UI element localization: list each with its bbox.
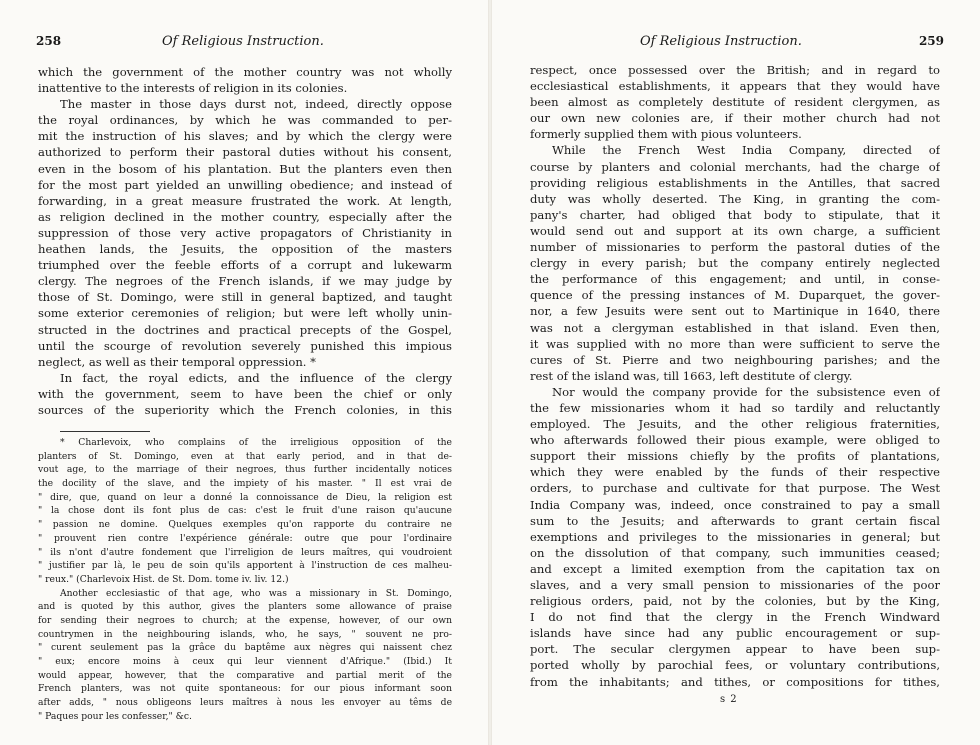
text-line: The master in those days durst not, indeed, directly oppose <box>60 97 452 112</box>
text-line: those of St. Domingo, were still in general baptized, and taught <box>38 290 452 305</box>
text-line: number of missionaries to perform the pastoral duties of the <box>530 240 940 255</box>
text-line: sum to the Jesuits; and afterwards to grant certain fiscal <box>530 513 940 528</box>
text-line: structed in the doctrines and practical precepts of the Gospel, <box>38 322 452 337</box>
footnote-line: French planters, was not quite spontaneous: for our pious informant soon <box>38 683 452 695</box>
footnote-line: the docility of the slave, and the impiety of his master. " Il est vrai de <box>38 478 452 490</box>
text-line: with the government, seem to have been the chief or only <box>38 386 452 401</box>
text-line: even in the bosom of his plantation. But the planters even then <box>38 161 452 176</box>
page-number: 259 <box>918 34 944 48</box>
text-line: on the dissolution of that company, such immunities ceased; <box>530 545 940 560</box>
text-line: the royal ordinances, by which he was commanded to per- <box>38 113 452 128</box>
signature-mark: s 2 <box>720 694 738 705</box>
text-line: Nor would the company provide for the subsistence even of <box>552 384 940 399</box>
footnote-line: " Paques pour les confesser," &c. <box>38 710 192 722</box>
text-line: for the most part yielded an unwilling obedience; and instead of <box>38 177 452 192</box>
footnote-rule <box>60 431 150 432</box>
text-line: respect, once possessed over the British; and in regard to <box>530 63 940 77</box>
text-line: would send out and support at its own charge, a sufficient <box>530 223 940 238</box>
text-line: suppression of those very active propagators of Christianity in <box>38 225 452 240</box>
text-line: who afterwards followed their pious example, were obliged to <box>530 433 940 448</box>
footnote-line: countrymen in the neighbouring islands, who, he says, " souvent ne pro- <box>38 628 452 640</box>
text-line: the performance of this engagement; and until, in conse- <box>530 272 940 287</box>
text-line: exemptions and privileges to the missionaries in general; but <box>530 529 940 544</box>
text-line: been almost as completely destitute of resident clergymen, as <box>530 95 940 110</box>
text-line: formerly supplied them with pious volunteers. <box>530 127 802 142</box>
text-line: religious orders, paid, not by the colonies, but by the King, <box>530 594 940 609</box>
text-line: which they were enabled by the funds of their respective <box>530 465 940 480</box>
text-line: was not a clergyman established in that island. Even then, <box>530 320 940 335</box>
left-header <box>36 34 454 52</box>
text-line: clergy in every parish; but the company entirely neglected <box>530 256 940 271</box>
text-line: the few missionaries whom it had so tardily and reluctantly <box>530 400 940 415</box>
text-line: duty was wholly deserted. The King, in granting the com- <box>530 191 940 206</box>
footnote-line: vout age, to the marriage of their negroes, thus further incidentally notices <box>38 464 452 476</box>
text-line: islands have since had any public encouragement or sup- <box>530 626 940 641</box>
text-line: rest of the island was, till 1663, left destitute of clergy. <box>530 368 853 383</box>
right-header <box>526 34 944 52</box>
text-line: sources of the superiority which the French colonies, in this <box>38 402 452 417</box>
text-line: until the scourge of revolution severely punished this impious <box>38 338 452 353</box>
right-page <box>490 0 980 745</box>
footnote-line: " dire, que, quand on leur a donné la connoissance de Dieu, la religion est <box>38 491 452 503</box>
running-head: Of Religious Instruction. <box>162 34 324 49</box>
text-line: providing religious establishments in the Antilles, that sacred <box>530 175 940 190</box>
footnote-line: " passion ne domine. Quelques exemples qu'on rapporte du contraire ne <box>38 519 452 531</box>
text-line: heathen lands, the Jesuits, the opposition of the masters <box>38 242 452 257</box>
text-line: neglect, as well as their temporal oppression. * <box>38 354 316 369</box>
text-line: mit the instruction of his slaves; and by which the clergy were <box>38 129 452 144</box>
text-line: authorized to perform their pastoral duties without his consent, <box>38 145 452 160</box>
footnote <box>38 436 452 723</box>
text-line: our own new colonies are, if their mother church had not <box>530 111 940 126</box>
text-line: pany's charter, had obliged that body to stipulate, that it <box>530 207 940 222</box>
text-line: employed. The Jesuits, and the other religious fraternities, <box>530 417 940 432</box>
footnote-line: " la chose dont ils font plus de cas: c'est le fruit d'une raison qu'aucune <box>38 505 452 517</box>
text-line: ported wholly by parochial fees, or voluntary contributions, <box>530 658 940 673</box>
text-line: which the government of the mother country was not wholly <box>38 65 452 79</box>
left-body-text <box>38 64 452 418</box>
footnote-line: " ils n'ont d'autre fondement que l'irreligion de leurs maîtres, qui voudroient <box>38 546 452 558</box>
text-line: as religion declined in the mother country, especially after the <box>38 209 452 224</box>
text-line: India Company was, indeed, once constrained to pay a small <box>530 497 940 512</box>
text-line: In fact, the royal edicts, and the influence of the clergy <box>60 370 452 385</box>
text-line: inattentive to the interests of religion in its colonies. <box>38 81 348 96</box>
footnote-line: " curent seulement pas la grâce du baptême aux nègres qui naissent chez <box>38 642 452 654</box>
footnote-line: " justifier par là, le peu de soin qu'ils apportent à l'instruction de ces malheu- <box>38 560 452 572</box>
footnote-line: after adds, " nous obligeons leurs maîtres à nous les envoyer au têms de <box>38 697 452 709</box>
running-head: Of Religious Instruction. <box>640 34 802 49</box>
footnote-line: for sending their negroes to church; at the expense, however, of our own <box>38 614 452 626</box>
text-line: I do not find that the clergy in the French Windward <box>530 610 940 625</box>
text-line: port. The secular clergymen appear to have been sup- <box>530 642 940 657</box>
footnote-line: * Charlevoix, who complains of the irreligious opposition of the <box>60 437 452 448</box>
footnote-line: Another ecclesiastic of that age, who was a missionary in St. Domingo, <box>60 587 452 599</box>
text-line: and except a limited exemption from the capitation tax on <box>530 561 940 576</box>
text-line: clergy. The negroes of the French islands, if we may judge by <box>38 274 452 289</box>
footnote-line: " reux." (Charlevoix Hist. de St. Dom. tome iv. liv. 12.) <box>38 573 289 585</box>
text-line: support their missions chiefly by the profits of plantations, <box>530 449 940 464</box>
footnote-line: " eux; encore moins à ceux qui leur viennent d'Afrique." (Ibid.) It <box>38 656 452 667</box>
text-line: orders, to purchase and cultivate for that purpose. The West <box>530 481 940 496</box>
text-line: nor, a few Jesuits were sent out to Martinique in 1640, there <box>530 304 940 319</box>
text-line: course by planters and colonial merchants, had the charge of <box>530 159 940 174</box>
text-line: forwarding, in a great measure frustrated the work. At length, <box>38 193 452 208</box>
text-line: quence of the pressing instances of M. Duparquet, the gover- <box>530 288 940 303</box>
text-line: triumphed over the feeble efforts of a corrupt and lukewarm <box>38 258 452 273</box>
text-line: cures of St. Pierre and two neighbouring parishes; and the <box>530 352 940 367</box>
footnote-line: planters of St. Domingo, even at that early period, and in that de- <box>38 450 452 462</box>
text-line: it was supplied with no more than were sufficient to serve the <box>530 336 940 351</box>
page-number: 258 <box>36 34 62 48</box>
text-line: ecclesiastical establishments, it appears that they would have <box>530 79 940 94</box>
footnote-line: " prouvent rien contre l'expérience générale: outre que pour l'ordinaire <box>38 532 452 544</box>
right-body-text <box>530 62 940 690</box>
text-line: slaves, and a very small pension to missionaries of the poor <box>530 578 940 592</box>
text-line: While the French West India Company, directed of <box>552 143 940 158</box>
text-line: some exterior ceremonies of religion; but were left wholly unin- <box>38 306 452 321</box>
text-line: from the inhabitants; and tithes, or compositions for tithes, <box>530 674 940 689</box>
footnote-line: would appear, however, that the comparative and partial merit of the <box>38 669 452 681</box>
footnote-line: and is quoted by this author, gives the planters some allowance of praise <box>38 601 452 613</box>
